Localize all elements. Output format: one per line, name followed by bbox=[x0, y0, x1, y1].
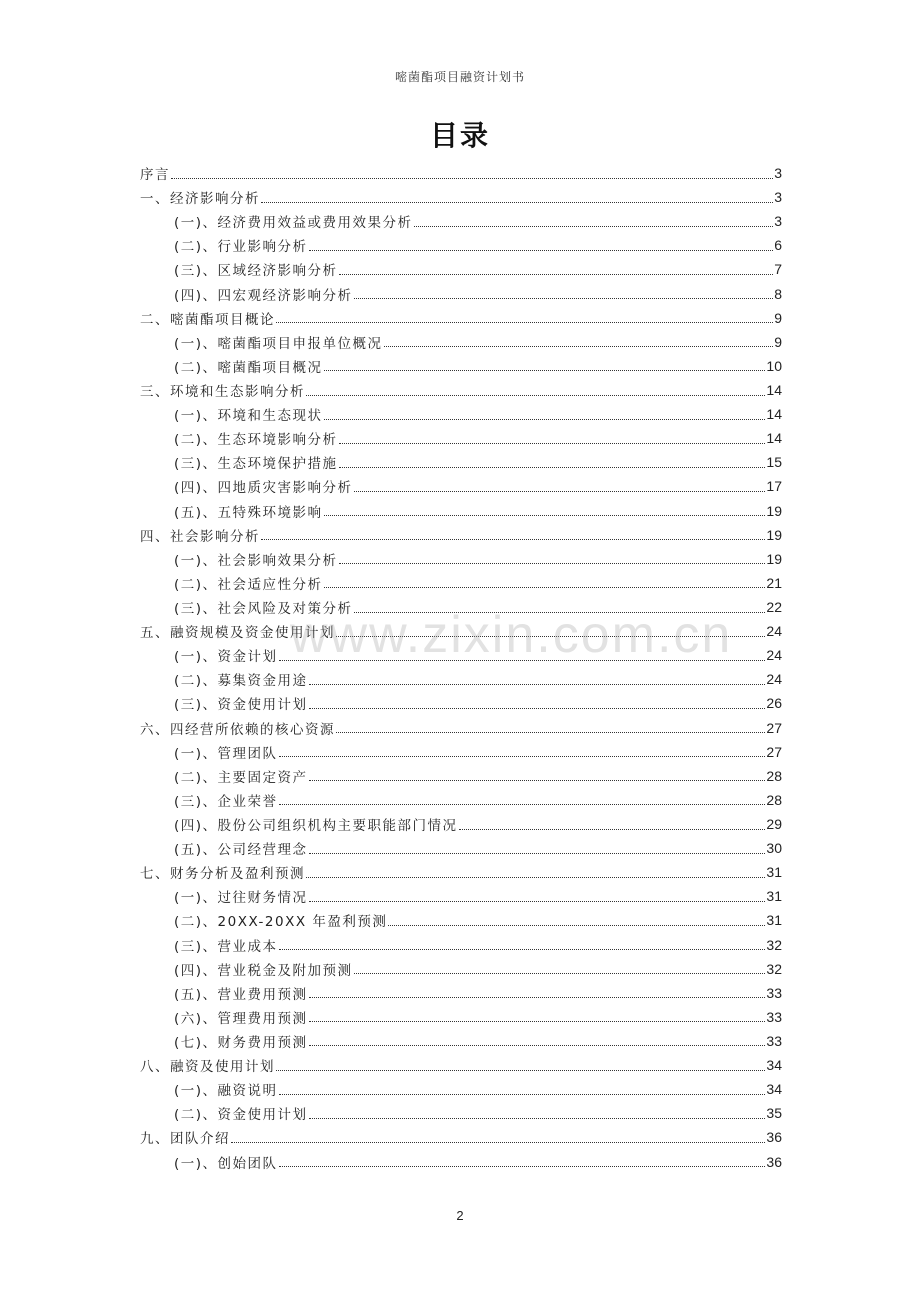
toc-entry-section[interactable] bbox=[140, 1101, 782, 1125]
dot-leader bbox=[261, 202, 773, 203]
toc-entry-label: (二)、20XX-20XX 年盈利预测 bbox=[174, 914, 388, 931]
dot-leader bbox=[309, 1021, 766, 1022]
toc-entry-page: 31 bbox=[766, 912, 782, 929]
toc-entry-label: (四)、营业税金及附加预测 bbox=[174, 962, 353, 979]
toc-entry-page: 9 bbox=[774, 333, 782, 350]
toc-entry-chapter[interactable] bbox=[140, 619, 782, 643]
toc-entry-page: 24 bbox=[766, 623, 782, 640]
toc-entry-label: (三)、区域经济影响分析 bbox=[174, 263, 338, 280]
toc-entry-section[interactable] bbox=[140, 740, 782, 764]
toc-entry-section[interactable] bbox=[140, 233, 782, 257]
watermark: www.zixin.com.cn bbox=[290, 606, 733, 664]
dot-leader bbox=[324, 370, 766, 371]
toc-entry-label: 六、四经营所依赖的核心资源 bbox=[140, 721, 335, 738]
toc-entry-label: 九、团队介绍 bbox=[140, 1131, 230, 1148]
toc-entry-chapter[interactable] bbox=[140, 1125, 782, 1149]
toc-entry-label: (一)、环境和生态现状 bbox=[174, 408, 323, 425]
toc-entry-label: (一)、过往财务情况 bbox=[174, 890, 308, 907]
toc-entry-label: 一、经济影响分析 bbox=[140, 191, 260, 208]
toc-entry-label: 五、融资规模及资金使用计划 bbox=[140, 625, 335, 642]
dot-leader bbox=[309, 250, 774, 251]
toc-entry-page: 3 bbox=[774, 213, 782, 230]
dot-leader bbox=[279, 1094, 766, 1095]
toc-entry-label: (七)、财务费用预测 bbox=[174, 1034, 308, 1051]
toc-entry-label: (二)、主要固定资产 bbox=[174, 769, 308, 786]
toc-entry-page: 29 bbox=[766, 816, 782, 832]
toc-entry-section[interactable] bbox=[140, 426, 782, 450]
toc-entry-label: (二)、资金使用计划 bbox=[174, 1107, 308, 1124]
toc-entry-section[interactable] bbox=[140, 1029, 782, 1053]
toc-entry-page: 19 bbox=[766, 526, 782, 543]
dot-leader bbox=[279, 804, 766, 805]
toc-entry-page: 33 bbox=[766, 1032, 782, 1049]
dot-leader bbox=[339, 443, 766, 444]
dot-leader bbox=[309, 997, 766, 998]
toc-entry-page: 36 bbox=[766, 1129, 782, 1146]
dot-leader bbox=[261, 539, 765, 540]
dot-leader bbox=[354, 491, 766, 492]
toc-entry-section[interactable] bbox=[140, 571, 782, 595]
dot-leader bbox=[171, 178, 773, 179]
toc-entry-page: 14 bbox=[766, 382, 782, 399]
toc-entry-label: (三)、社会风险及对策分析 bbox=[174, 601, 353, 618]
toc-entry-page: 19 bbox=[766, 502, 782, 519]
toc-entry-page: 28 bbox=[766, 791, 782, 808]
dot-leader bbox=[309, 1118, 766, 1119]
dot-leader bbox=[354, 612, 766, 613]
toc-entry-page: 33 bbox=[766, 1008, 782, 1025]
toc-entry-chapter[interactable] bbox=[140, 185, 782, 209]
toc-entry-label: (二)、社会适应性分析 bbox=[174, 576, 323, 593]
toc-entry-page: 9 bbox=[774, 309, 782, 326]
toc-entry-label: (四)、四地质灾害影响分析 bbox=[174, 480, 353, 497]
toc-entry-section[interactable] bbox=[140, 1005, 782, 1029]
toc-entry-page: 27 bbox=[766, 719, 782, 736]
toc-entry-page: 33 bbox=[766, 984, 782, 1001]
toc-entry-chapter[interactable] bbox=[140, 1053, 782, 1077]
toc-entry-section[interactable] bbox=[140, 667, 782, 691]
dot-leader bbox=[354, 298, 774, 299]
toc-entry-label: (二)、生态环境影响分析 bbox=[174, 432, 338, 449]
toc-entry-label: (一)、社会影响效果分析 bbox=[174, 552, 338, 569]
toc-entry-section[interactable] bbox=[140, 884, 782, 908]
toc-entry-section[interactable] bbox=[140, 209, 782, 233]
toc-entry-label: 二、嘧菌酯项目概论 bbox=[140, 311, 275, 328]
table-of-contents bbox=[140, 161, 782, 1174]
toc-entry-label: (六)、管理费用预测 bbox=[174, 1010, 308, 1027]
toc-entry-page: 35 bbox=[766, 1105, 782, 1122]
dot-leader bbox=[336, 732, 765, 733]
toc-entry-page: 15 bbox=[766, 454, 782, 471]
toc-entry-page: 28 bbox=[766, 767, 782, 784]
toc-entry-section[interactable] bbox=[140, 812, 782, 836]
toc-entry-label: (四)、股份公司组织机构主要职能部门情况 bbox=[174, 818, 458, 834]
dot-leader bbox=[339, 563, 766, 564]
toc-entry-section[interactable] bbox=[140, 981, 782, 1005]
toc-entry-section[interactable] bbox=[140, 1077, 782, 1101]
toc-entry-page: 14 bbox=[766, 406, 782, 423]
page-number: 2 bbox=[456, 1208, 464, 1223]
toc-entry-page: 21 bbox=[766, 574, 782, 591]
dot-leader bbox=[324, 419, 766, 420]
toc-entry-section[interactable] bbox=[140, 691, 782, 715]
toc-entry-label: (一)、嘧菌酯项目申报单位概况 bbox=[174, 335, 383, 352]
toc-entry-section[interactable] bbox=[140, 402, 782, 426]
toc-entry-section[interactable] bbox=[140, 788, 782, 812]
dot-leader bbox=[309, 1045, 766, 1046]
dot-leader bbox=[279, 949, 766, 950]
toc-entry-page: 31 bbox=[766, 888, 782, 905]
dot-leader bbox=[388, 925, 765, 926]
toc-entry-section[interactable] bbox=[140, 764, 782, 788]
toc-entry-page: 8 bbox=[774, 285, 782, 302]
toc-entry-section[interactable] bbox=[140, 836, 782, 860]
dot-leader bbox=[309, 853, 766, 854]
toc-entry-label: (二)、行业影响分析 bbox=[174, 239, 308, 256]
toc-entry-page: 19 bbox=[766, 550, 782, 567]
toc-entry-label: (三)、生态环境保护措施 bbox=[174, 456, 338, 473]
toc-entry-page: 26 bbox=[766, 695, 782, 712]
dot-leader bbox=[276, 322, 773, 323]
toc-entry-page: 7 bbox=[774, 261, 782, 278]
dot-leader bbox=[336, 636, 765, 637]
toc-entry-section[interactable] bbox=[140, 330, 782, 354]
dot-leader bbox=[339, 467, 766, 468]
toc-entry-label: (五)、营业费用预测 bbox=[174, 986, 308, 1003]
dot-leader bbox=[309, 684, 766, 685]
dot-leader bbox=[339, 274, 774, 275]
toc-entry-label: (一)、创始团队 bbox=[174, 1155, 278, 1172]
toc-entry-page: 31 bbox=[766, 864, 782, 881]
toc-entry-page: 17 bbox=[766, 478, 782, 495]
dot-leader bbox=[414, 226, 774, 227]
toc-entry-label: 八、融资及使用计划 bbox=[140, 1059, 275, 1076]
toc-entry-section[interactable] bbox=[140, 643, 782, 667]
dot-leader bbox=[276, 1070, 765, 1071]
dot-leader bbox=[306, 877, 765, 878]
toc-entry-page: 27 bbox=[766, 743, 782, 760]
toc-entry-chapter[interactable] bbox=[140, 523, 782, 547]
toc-entry-section[interactable] bbox=[140, 282, 782, 306]
toc-entry-section[interactable] bbox=[140, 547, 782, 571]
toc-entry-label: 序言 bbox=[140, 167, 170, 184]
toc-entry-section[interactable] bbox=[140, 354, 782, 378]
toc-entry-page: 32 bbox=[766, 960, 782, 977]
toc-entry-section[interactable] bbox=[140, 957, 782, 981]
toc-entry-page: 24 bbox=[766, 647, 782, 664]
toc-entry-page: 34 bbox=[766, 1081, 782, 1098]
dot-leader bbox=[309, 708, 766, 709]
dot-leader bbox=[309, 901, 766, 902]
toc-entry-label: (二)、嘧菌酯项目概况 bbox=[174, 359, 323, 376]
toc-entry-chapter[interactable] bbox=[140, 378, 782, 402]
toc-entry-page: 10 bbox=[766, 357, 782, 374]
toc-entry-label: (二)、募集资金用途 bbox=[174, 673, 308, 690]
toc-entry-chapter[interactable] bbox=[140, 161, 782, 185]
toc-entry-label: (三)、营业成本 bbox=[174, 938, 278, 955]
dot-leader bbox=[279, 660, 766, 661]
toc-entry-label: (五)、五特殊环境影响 bbox=[174, 504, 323, 521]
toc-entry-section[interactable] bbox=[140, 474, 782, 498]
toc-entry-page: 3 bbox=[774, 165, 782, 182]
dot-leader bbox=[324, 587, 766, 588]
toc-entry-page: 6 bbox=[774, 237, 782, 254]
toc-entry-label: (一)、融资说明 bbox=[174, 1083, 278, 1100]
toc-title: 目录 bbox=[429, 119, 490, 152]
toc-entry-label: (一)、资金计划 bbox=[174, 649, 278, 666]
toc-entry-label: (一)、管理团队 bbox=[174, 745, 278, 762]
dot-leader bbox=[279, 756, 766, 757]
toc-entry-label: (五)、公司经营理念 bbox=[174, 842, 308, 859]
dot-leader bbox=[324, 515, 766, 516]
toc-entry-chapter[interactable] bbox=[140, 306, 782, 330]
running-header: 嘧菌酯项目融资计划书 bbox=[394, 70, 525, 84]
toc-entry-section[interactable] bbox=[140, 595, 782, 619]
toc-entry-section[interactable] bbox=[140, 908, 782, 932]
toc-entry-page: 3 bbox=[774, 189, 782, 206]
toc-entry-label: (四)、四宏观经济影响分析 bbox=[174, 287, 353, 304]
toc-entry-page: 36 bbox=[766, 1153, 782, 1170]
dot-leader bbox=[279, 1166, 766, 1167]
dot-leader bbox=[384, 346, 774, 347]
toc-entry-page: 14 bbox=[766, 430, 782, 447]
dot-leader bbox=[459, 829, 766, 830]
toc-entry-label: 三、环境和生态影响分析 bbox=[140, 384, 305, 401]
toc-entry-chapter[interactable] bbox=[140, 716, 782, 740]
dot-leader bbox=[309, 780, 766, 781]
toc-entry-page: 24 bbox=[766, 671, 782, 688]
toc-entry-label: (三)、企业荣誉 bbox=[174, 793, 278, 810]
toc-entry-label: (一)、经济费用效益或费用效果分析 bbox=[174, 215, 413, 232]
toc-entry-label: (三)、资金使用计划 bbox=[174, 697, 308, 714]
dot-leader bbox=[306, 395, 765, 396]
toc-entry-section[interactable] bbox=[140, 1149, 782, 1173]
toc-entry-section[interactable] bbox=[140, 499, 782, 523]
toc-entry-section[interactable] bbox=[140, 933, 782, 957]
toc-entry-page: 34 bbox=[766, 1057, 782, 1074]
dot-leader bbox=[231, 1142, 765, 1143]
toc-entry-section[interactable] bbox=[140, 257, 782, 281]
toc-entry-page: 22 bbox=[766, 599, 782, 616]
toc-entry-section[interactable] bbox=[140, 450, 782, 474]
toc-entry-label: 四、社会影响分析 bbox=[140, 528, 260, 545]
toc-entry-label: 七、财务分析及盈利预测 bbox=[140, 866, 305, 883]
toc-entry-chapter[interactable] bbox=[140, 860, 782, 884]
toc-entry-page: 32 bbox=[766, 936, 782, 953]
dot-leader bbox=[354, 973, 766, 974]
toc-entry-page: 30 bbox=[766, 840, 782, 857]
